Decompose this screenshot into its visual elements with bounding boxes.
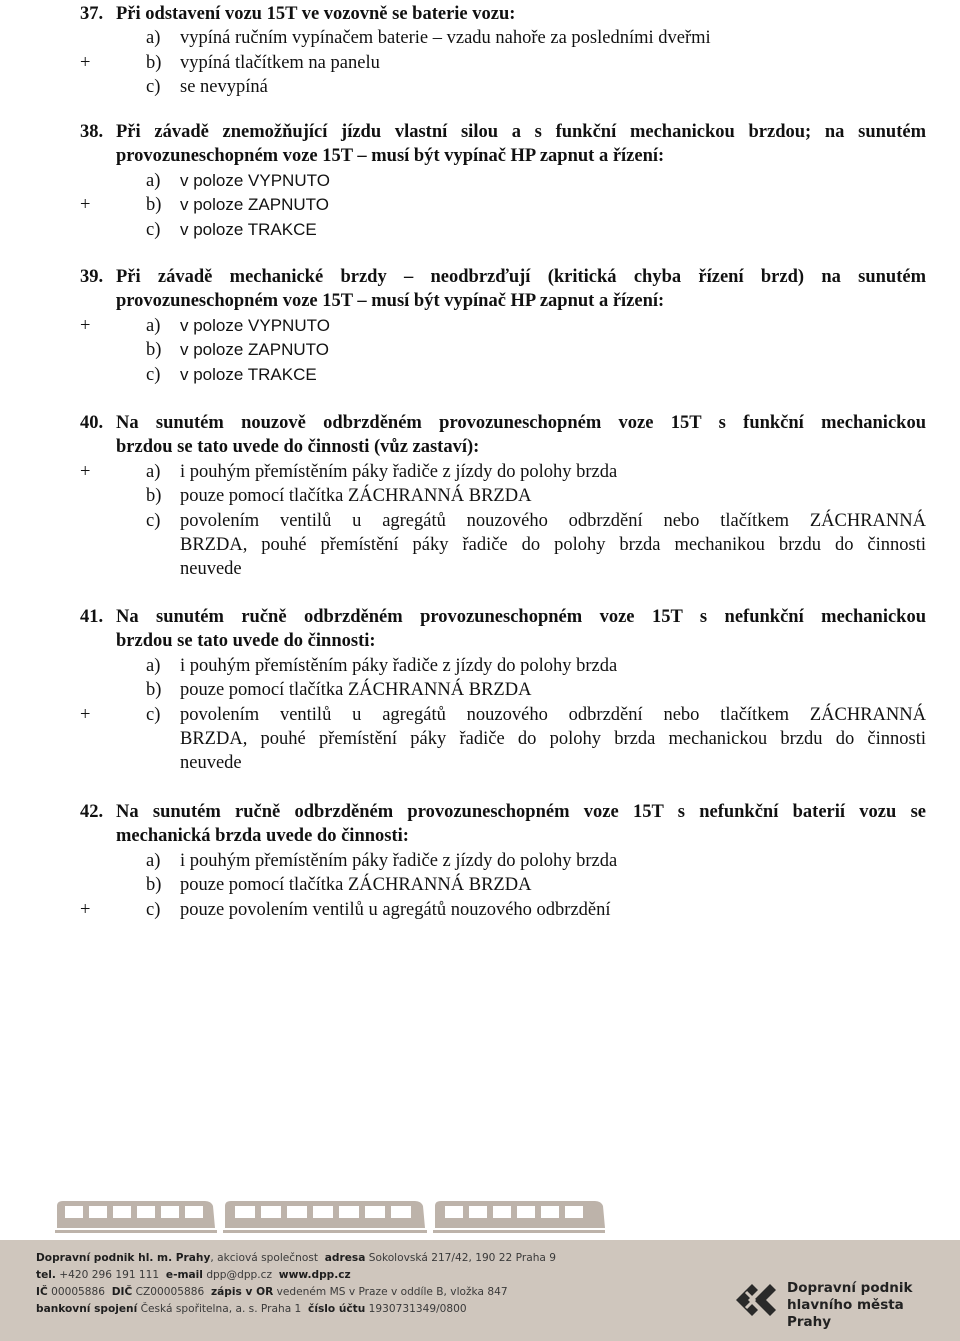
- question-number: 40.: [80, 413, 104, 433]
- question-41: [80, 605, 926, 776]
- question-number: 38.: [80, 122, 104, 142]
- dpp-logo-text: [787, 1280, 945, 1331]
- answer-letter: b): [146, 195, 162, 216]
- company-type: , akciová společnost: [210, 1252, 318, 1264]
- question-text: [116, 411, 926, 460]
- answer-b: [80, 193, 926, 217]
- answer-text: se nevypíná: [180, 77, 268, 98]
- answer-a: [80, 654, 926, 678]
- question-text-line2: brzdou se tato uvede do činnosti:: [116, 631, 376, 652]
- logo-line2: hlavního města Prahy: [787, 1297, 904, 1330]
- question-text: Při odstavení vozu 15T ve vozovně se baterie vozu:: [116, 4, 516, 24]
- question-text-line2: mechanická brzda uvede do činnosti:: [116, 826, 409, 847]
- answer-text: [180, 703, 926, 776]
- answer-letter: b): [146, 52, 162, 73]
- dpp-logo: [730, 1276, 945, 1332]
- answer-letter: c): [146, 77, 161, 98]
- address-value: Sokolovská 217/42, 190 22 Praha 9: [368, 1252, 557, 1264]
- answer-text: v poloze ZAPNUTO: [180, 195, 329, 215]
- answer-c: [80, 898, 926, 922]
- question-37: [80, 2, 926, 100]
- tel-value: +420 296 191 111: [59, 1269, 160, 1281]
- answer-text: v poloze ZAPNUTO: [180, 340, 329, 360]
- footer-line-registration: [36, 1284, 556, 1301]
- correct-mark: +: [80, 315, 91, 336]
- answer-a: [80, 460, 926, 484]
- answer-text: pouze povolením ventilů u agregátů nouzového odbrzdění: [180, 899, 611, 920]
- answer-text-line1: povolením ventilů u agregátů nouzového odbrzdění nebo tlačítkem ZÁCHRANNÁ: [180, 510, 926, 531]
- answer-a: [80, 849, 926, 873]
- answer-letter: c): [146, 510, 161, 531]
- answer-text: v poloze VYPNUTO: [180, 170, 330, 190]
- answer-text: vypíná ručním vypínačem baterie – vzadu nahoře za posledními dveřmi: [180, 28, 711, 49]
- answer-c: [80, 363, 926, 387]
- account-label: číslo účtu: [308, 1303, 366, 1315]
- bank-value: Česká spořitelna, a. s. Praha 1: [140, 1303, 302, 1315]
- answer-text-line2: BRZDA, pouhé přemístění páky řadiče do polohy brzda mechanikou brzdu do činnosti: [180, 535, 926, 556]
- answer-letter: b): [146, 680, 162, 701]
- answer-a: [80, 26, 926, 50]
- answer-text: [180, 509, 926, 582]
- company-name: Dopravní podnik hl. m. Prahy: [36, 1252, 211, 1264]
- question-number: 41.: [80, 607, 104, 627]
- answer-c: [80, 75, 926, 99]
- answer-text: i pouhým přemístěním páky řadiče z jízdy do polohy brzda: [180, 655, 618, 676]
- question-text-line1: Při závadě znemožňující jízdu vlastní silou a s funkční mechanickou brzdou; na sunutém: [116, 122, 926, 142]
- answer-letter: b): [146, 875, 162, 896]
- answer-text: pouze pomocí tlačítka ZÁCHRANNÁ BRZDA: [180, 486, 532, 507]
- dic-label: DIČ: [111, 1286, 133, 1298]
- answer-text: i pouhým přemístěním páky řadiče z jízdy do polohy brzda: [180, 461, 618, 482]
- ic-value: 00005886: [51, 1286, 106, 1298]
- answer-a: [80, 169, 926, 193]
- footer-line-bank: [36, 1301, 556, 1318]
- answer-text: vypíná tlačítkem na panelu: [180, 52, 380, 73]
- answer-text: v poloze TRAKCE: [180, 364, 317, 384]
- email-value[interactable]: dpp@dpp.cz: [206, 1269, 273, 1281]
- or-label: zápis v OR: [210, 1286, 274, 1298]
- correct-mark: +: [80, 52, 91, 73]
- footer-line-contact: [36, 1267, 556, 1284]
- question-text-line2: brzdou se tato uvede do činnosti (vůz zastaví):: [116, 437, 480, 458]
- answer-b: [80, 873, 926, 897]
- answer-letter: a): [146, 315, 161, 336]
- answer-letter: a): [146, 850, 161, 871]
- question-text-line1: Na sunutém nouzově odbrzděném provozuneschopném voze 15T s funkční mechanickou: [116, 413, 926, 433]
- answer-c: [80, 218, 926, 242]
- question-38: [80, 120, 926, 242]
- answer-text: i pouhým přemístěním páky řadiče z jízdy do polohy brzda: [180, 850, 618, 871]
- email-label: e-mail: [165, 1269, 203, 1281]
- question-number: 37.: [80, 4, 104, 24]
- question-number: 39.: [80, 267, 104, 287]
- answer-text-line3: neuvede: [180, 753, 242, 774]
- answer-letter: a): [146, 28, 161, 49]
- answer-a: [80, 314, 926, 338]
- question-text: [116, 800, 926, 849]
- answer-b: [80, 484, 926, 508]
- question-text: [116, 120, 926, 169]
- footer-line-company: [36, 1250, 556, 1267]
- footer-contact: [36, 1250, 556, 1318]
- answer-b: [80, 678, 926, 702]
- account-value: 1930731349/0800: [368, 1303, 467, 1315]
- answer-letter: c): [146, 364, 161, 385]
- answer-letter: c): [146, 704, 161, 725]
- question-42: [80, 800, 926, 922]
- answer-text-line3: neuvede: [180, 559, 242, 580]
- question-text-line2: provozuneschopném voze 15T – musí být vypínač HP zapnut a řízení:: [116, 146, 665, 167]
- website-link[interactable]: www.dpp.cz: [278, 1269, 351, 1281]
- answer-c: [80, 509, 926, 582]
- address-label: adresa: [324, 1252, 366, 1264]
- question-text: [116, 265, 926, 314]
- logo-line1: Dopravní podnik: [787, 1280, 913, 1296]
- correct-mark: +: [80, 195, 91, 216]
- answer-text-line1: povolením ventilů u agregátů nouzového odbrzdění nebo tlačítkem ZÁCHRANNÁ: [180, 704, 926, 725]
- tram-silhouettes-icon: [55, 1198, 605, 1238]
- answer-text-line2: BRZDA, pouhé přemístění páky řadiče do polohy brzda mechanickou brzdu do činnosti: [180, 729, 926, 750]
- bank-label: bankovní spojení: [36, 1303, 138, 1315]
- answer-c: [80, 703, 926, 776]
- or-value: vedeném MS v Praze v oddíle B, vložka 847: [276, 1286, 508, 1298]
- answer-letter: c): [146, 219, 161, 240]
- answer-letter: b): [146, 340, 162, 361]
- dpp-logo-icon: [730, 1278, 780, 1322]
- correct-mark: +: [80, 899, 91, 920]
- question-39: [80, 265, 926, 387]
- answer-b: [80, 51, 926, 75]
- ic-label: IČ: [36, 1286, 48, 1298]
- answer-b: [80, 338, 926, 362]
- answer-text: pouze pomocí tlačítka ZÁCHRANNÁ BRZDA: [180, 875, 532, 896]
- answer-letter: b): [146, 486, 162, 507]
- tel-label: tel.: [36, 1269, 56, 1281]
- answer-letter: c): [146, 899, 161, 920]
- answer-text: v poloze VYPNUTO: [180, 315, 330, 335]
- page-footer: [0, 1240, 960, 1341]
- question-text: [116, 605, 926, 654]
- question-text-line1: Na sunutém ručně odbrzděném provozuneschopném voze 15T s nefunkční mechanickou: [116, 607, 926, 627]
- answer-letter: a): [146, 655, 161, 676]
- question-40: [80, 411, 926, 582]
- question-number: 42.: [80, 802, 104, 822]
- answer-letter: a): [146, 461, 161, 482]
- dic-value: CZ00005886: [135, 1286, 205, 1298]
- correct-mark: +: [80, 461, 91, 482]
- question-text-line2: provozuneschopném voze 15T – musí být vypínač HP zapnut a řízení:: [116, 291, 665, 312]
- answer-text: pouze pomocí tlačítka ZÁCHRANNÁ BRZDA: [180, 680, 532, 701]
- correct-mark: +: [80, 704, 91, 725]
- question-text-line1: Při závadě mechanické brzdy – neodbrzďují (kritická chyba řízení brzd) na sunutém: [116, 267, 926, 287]
- question-text-line1: Na sunutém ručně odbrzděném provozuneschopném voze 15T s nefunkční baterií vozu se: [116, 802, 926, 822]
- answer-letter: a): [146, 170, 161, 191]
- answer-text: v poloze TRAKCE: [180, 219, 317, 239]
